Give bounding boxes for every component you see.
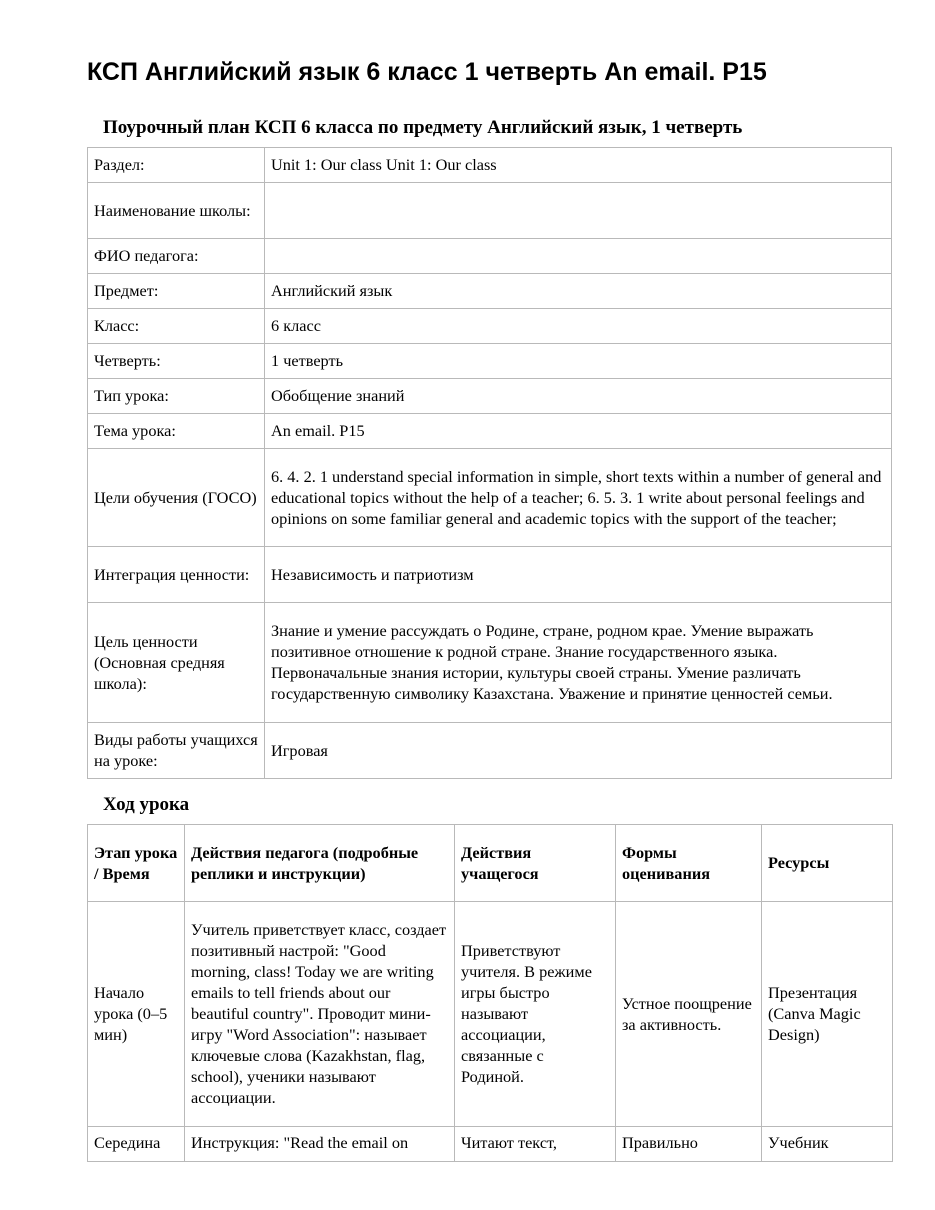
table-row (88, 603, 892, 723)
table-row (88, 902, 893, 1127)
info-label: Виды работы учащихся на уроке: (88, 723, 265, 779)
assessment-cell: Устное поощрение за активность. (616, 902, 762, 1127)
info-label: Цели обучения (ГОСО) (88, 449, 265, 547)
info-label: Тема урока: (88, 414, 265, 449)
column-header-assessment: Формы оценивания (616, 825, 762, 902)
table-row (88, 379, 892, 414)
table-row (88, 239, 892, 274)
info-label: Цель ценности (Основная средняя школа): (88, 603, 265, 723)
table-row (88, 547, 892, 603)
table-row (88, 148, 892, 183)
info-value: Игровая (265, 723, 892, 779)
info-value: Знание и умение рассуждать о Родине, стране, родном крае. Умение выражать позитивное отношение к родной стране. Знание государственного языка. Первоначальные знания истории, культуры своей страны. Умение различать государственную символику Казахстана. Уважение и принятие ценностей семьи. (265, 603, 892, 723)
table-row (88, 274, 892, 309)
column-header-resources: Ресурсы (762, 825, 893, 902)
teacher-actions-cell: Учитель приветствует класс, создает позитивный настрой: "Good morning, class! Today we are writing emails to tell friends about our beautiful country". Проводит мини-игру "Word Association": называет ключевые слова (Kazakhstan, flag, school), ученики называют ассоциации. (185, 902, 455, 1127)
info-label: Тип урока: (88, 379, 265, 414)
table-row (88, 309, 892, 344)
table-row (88, 414, 892, 449)
teacher-actions-cell: Инструкция: "Read the email on (185, 1127, 455, 1162)
info-label: Класс: (88, 309, 265, 344)
info-label: Четверть: (88, 344, 265, 379)
student-actions-cell: Приветствуют учителя. В режиме игры быстро называют ассоциации, связанные с Родиной. (455, 902, 616, 1127)
column-header-teacher-actions: Действия педагога (подробные реплики и инструкции) (185, 825, 455, 902)
info-label: Раздел: (88, 148, 265, 183)
info-value: 6 класс (265, 309, 892, 344)
info-label: ФИО педагога: (88, 239, 265, 274)
info-value: An email. P15 (265, 414, 892, 449)
lesson-flow-title: Ход урока (103, 794, 190, 815)
assessment-cell: Правильно (616, 1127, 762, 1162)
plan-title: Поурочный план КСП 6 класса по предмету Английский язык, 1 четверть (103, 117, 743, 138)
page-title: КСП Английский язык 6 класс 1 четверть An email. P15 (87, 58, 767, 86)
info-value: Обобщение знаний (265, 379, 892, 414)
info-value: Независимость и патриотизм (265, 547, 892, 603)
info-value: Английский язык (265, 274, 892, 309)
column-header-student-actions: Действия учащегося (455, 825, 616, 902)
info-value (265, 183, 892, 239)
table-row (88, 723, 892, 779)
info-label: Наименование школы: (88, 183, 265, 239)
info-value: Unit 1: Our class Unit 1: Our class (265, 148, 892, 183)
stage-cell: Начало урока (0–5 мин) (88, 902, 185, 1127)
info-value: 6. 4. 2. 1 understand special information in simple, short texts within a number of general and educational topics without the help of a teacher; 6. 5. 3. 1 write about personal feelings and opinions on some familiar general and academic topics with the support of the teacher; (265, 449, 892, 547)
table-header-row (88, 825, 893, 902)
student-actions-cell: Читают текст, (455, 1127, 616, 1162)
column-header-stage: Этап урока / Время (88, 825, 185, 902)
info-label: Предмет: (88, 274, 265, 309)
table-row (88, 449, 892, 547)
resources-cell: Презентация (Canva Magic Design) (762, 902, 893, 1127)
stage-cell: Середина (88, 1127, 185, 1162)
lesson-flow-table (87, 824, 893, 1162)
table-row (88, 344, 892, 379)
info-label: Интеграция ценности: (88, 547, 265, 603)
resources-cell: Учебник (762, 1127, 893, 1162)
table-row (88, 183, 892, 239)
info-value (265, 239, 892, 274)
table-row (88, 1127, 893, 1162)
info-value: 1 четверть (265, 344, 892, 379)
lesson-info-table (87, 147, 892, 779)
